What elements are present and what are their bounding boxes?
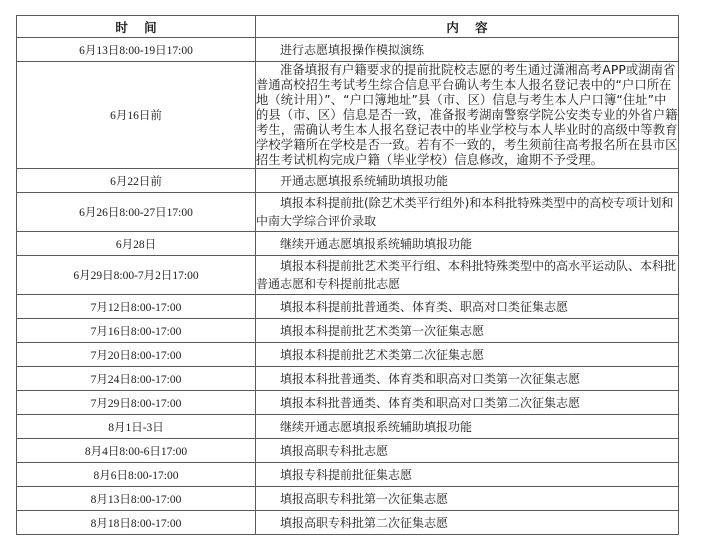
table-row bbox=[17, 319, 679, 343]
table-row bbox=[17, 415, 679, 439]
row-time: 8月13日8:00-17:00 bbox=[17, 487, 256, 511]
row-time: 7月29日8:00-17:00 bbox=[17, 391, 256, 415]
row-content: 开通志愿填报系统辅助填报功能 bbox=[256, 169, 679, 193]
row-content: 填报本科提前批艺术类第二次征集志愿 bbox=[256, 343, 679, 367]
row-time: 8月1日-3日 bbox=[17, 415, 256, 439]
table-row bbox=[17, 169, 679, 193]
row-time: 6月13日8:00-19日17:00 bbox=[17, 38, 256, 62]
row-content: 继续开通志愿填报系统辅助填报功能 bbox=[256, 232, 679, 256]
row-content: 填报本科提前批(除艺术类平行组外)和本科批特殊类型中的高校专项计划和中南大学综合评价录取 bbox=[256, 193, 679, 232]
row-time: 6月28日 bbox=[17, 232, 256, 256]
table-row bbox=[17, 38, 679, 62]
row-content: 填报本科批普通类、体育类和职高对口类第一次征集志愿 bbox=[256, 367, 679, 391]
row-time: 7月12日8:00-17:00 bbox=[17, 295, 256, 319]
row-time: 8月18日8:00-17:00 bbox=[17, 511, 256, 535]
row-content: 填报高职专科批第一次征集志愿 bbox=[256, 487, 679, 511]
row-content: 准备填报有户籍要求的提前批院校志愿的考生通过潇湘高考APP或湖南省普通高校招生考试考生综合信息平台确认考生本人报名登记表中的“户口所在地（统计用）”、“户口簿地址”县（市、区）信息与考生本人户口簿“住址”中的县（市、区）信息是否一致，准备报考湖南警察学院公安类专业的外省户籍考生，需确认考生本人报名登记表中的毕业学校与本人毕业时的高级中等教育学校学籍所在学校是否一致。若有不一致的，考生须前往高考报名所在县市区招生考试机构完成户籍（毕业学校）信息修改，逾期不予受理。 bbox=[256, 62, 678, 167]
row-content: 填报专科提前批征集志愿 bbox=[256, 463, 679, 487]
row-content: 进行志愿填报操作模拟演练 bbox=[256, 38, 679, 62]
table-row bbox=[17, 295, 679, 319]
row-time: 6月29日8:00-7月2日17:00 bbox=[17, 256, 256, 295]
row-time: 6月16日前 bbox=[17, 62, 256, 169]
row-time: 8月6日8:00-17:00 bbox=[17, 463, 256, 487]
schedule-table bbox=[16, 15, 679, 535]
header-content: 内 容 bbox=[256, 16, 679, 38]
row-content: 填报高职专科批志愿 bbox=[256, 439, 679, 463]
table-row bbox=[17, 343, 679, 367]
table-row bbox=[17, 487, 679, 511]
table-row bbox=[17, 367, 679, 391]
table-row bbox=[17, 62, 679, 169]
table-row bbox=[17, 391, 679, 415]
table-row bbox=[17, 511, 679, 535]
row-time: 8月4日8:00-6日17:00 bbox=[17, 439, 256, 463]
row-time: 7月16日8:00-17:00 bbox=[17, 319, 256, 343]
table-header-row bbox=[17, 16, 679, 38]
row-content: 填报本科提前批普通类、体育类、职高对口类征集志愿 bbox=[256, 295, 679, 319]
table-row bbox=[17, 439, 679, 463]
header-time: 时 间 bbox=[17, 16, 256, 38]
row-content: 填报本科批普通类、体育类和职高对口类第二次征集志愿 bbox=[256, 391, 679, 415]
row-time: 6月26日8:00-27日17:00 bbox=[17, 193, 256, 232]
row-time: 6月22日前 bbox=[17, 169, 256, 193]
row-time: 7月24日8:00-17:00 bbox=[17, 367, 256, 391]
row-content: 填报本科提前批艺术类平行组、本科批特殊类型中的高水平运动队、本科批普通志愿和专科提前批志愿 bbox=[256, 256, 679, 295]
table-row bbox=[17, 193, 679, 232]
row-content: 填报本科提前批艺术类第一次征集志愿 bbox=[256, 319, 679, 343]
row-content: 继续开通志愿填报系统辅助填报功能 bbox=[256, 415, 679, 439]
table-row bbox=[17, 232, 679, 256]
table-row bbox=[17, 256, 679, 295]
row-content: 填报高职专科批第二次征集志愿 bbox=[256, 511, 679, 535]
table-row bbox=[17, 463, 679, 487]
row-time: 7月20日8:00-17:00 bbox=[17, 343, 256, 367]
